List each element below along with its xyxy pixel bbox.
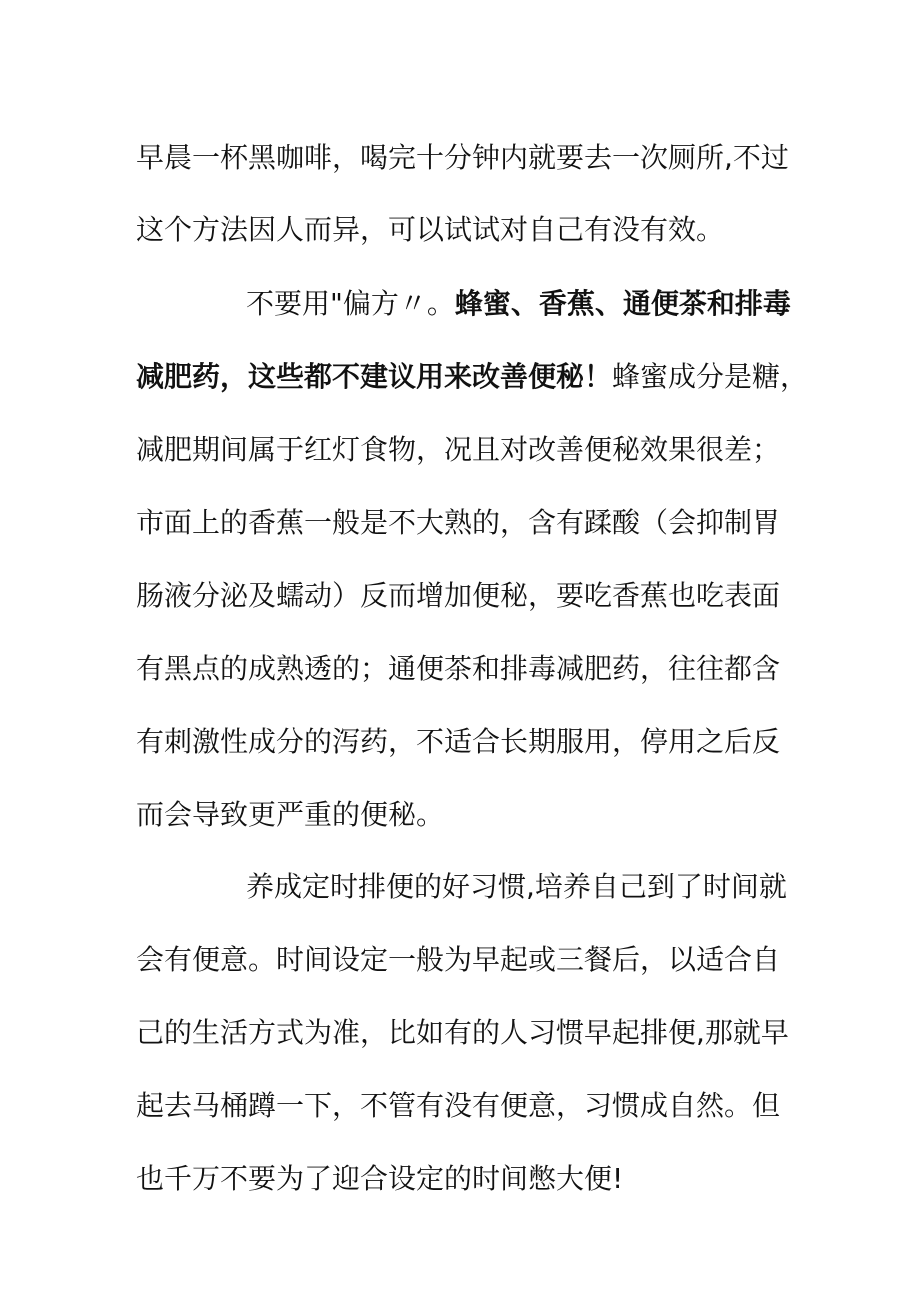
paragraph-2-line-6 [136,649,780,689]
paragraph-2-line-3 [136,430,780,470]
text-segment: 有刺激性成分的泻药，不适合长期服用，停用之后反 [136,725,781,758]
text-segment: 有黑点的成熟透的；通便茶和排毒减肥药，往往都含 [136,652,781,685]
text-segment: 养成定时排便的好习惯,培养自己到了时间就 [246,870,787,903]
paragraph-2-line-2 [136,357,808,397]
paragraph-2-line-8 [136,795,444,835]
text-segment: 也千万不要为了迎合设定的时间憋大便! [136,1162,624,1195]
text-segment: 而会导致更严重的便秘。 [136,798,445,831]
paragraph-3-line-4 [136,1086,780,1126]
paragraph-3-line-1 [246,867,787,907]
text-segment: 己的生活方式为准，比如有的人习惯早起排便,那就早 [136,1016,789,1049]
paragraph-3-line-2 [136,940,780,980]
bold-text-segment: 减肥药，这些都不建议用来改善便秘！ [136,360,613,393]
text-segment: 这个方法因人而异，可以试试对自己有没有效。 [136,213,725,246]
paragraph-3-line-3 [136,1013,789,1053]
text-segment: 减肥期间属于红灯食物，况且对改善便秘效果很差； [136,433,781,466]
paragraph-2-line-7 [136,722,780,762]
paragraph-1-line-2 [136,210,724,250]
text-segment: 肠液分泌及蠕动）反而增加便秘，要吃香蕉也吃表面 [136,579,781,612]
text-segment: 早晨一杯黑咖啡，喝完十分钟内就要去一次厕所,不过 [136,141,789,174]
text-segment: 起去马桶蹲一下，不管有没有便意，习惯成自然。但 [136,1089,781,1122]
paragraph-2-line-5 [136,576,780,616]
paragraph-1-line-1 [136,138,789,178]
bold-text-segment: 蜂蜜、香蕉、通便茶和排毒 [454,287,791,320]
text-segment: 蜂蜜成分是糖， [612,360,809,393]
text-segment: 会有便意。时间设定一般为早起或三餐后，以适合自 [136,943,781,976]
text-segment: 市面上的香蕉一般是不大熟的，含有蹂酸（会抑制胃 [136,506,781,539]
paragraph-2-line-1 [246,284,791,324]
paragraph-3-line-5 [136,1159,623,1199]
paragraph-2-line-4 [136,503,780,543]
text-segment: 不要用"偏方〃。 [246,287,455,320]
